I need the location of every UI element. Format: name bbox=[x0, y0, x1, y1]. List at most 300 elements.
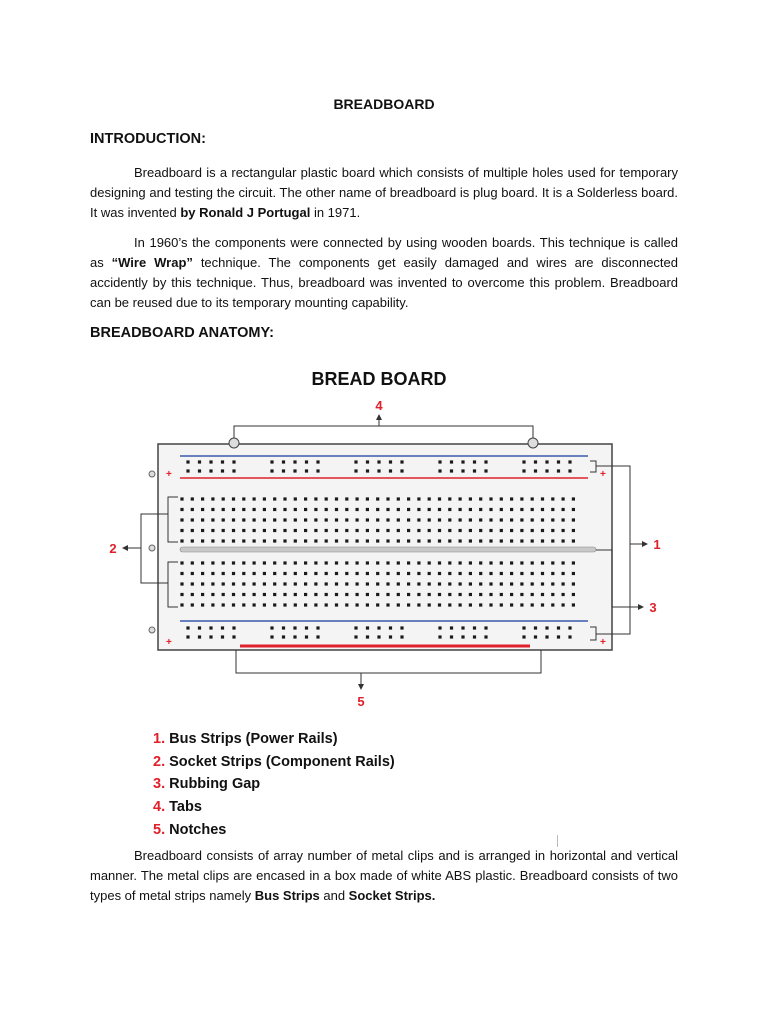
socket-hole bbox=[283, 497, 286, 500]
bus-hole bbox=[545, 460, 548, 463]
socket-hole bbox=[489, 497, 492, 500]
socket-hole bbox=[242, 508, 245, 511]
socket-hole bbox=[572, 518, 575, 521]
bus-hole bbox=[557, 460, 560, 463]
socket-hole bbox=[304, 518, 307, 521]
socket-hole bbox=[201, 561, 204, 564]
socket-hole bbox=[376, 518, 379, 521]
socket-hole bbox=[541, 561, 544, 564]
socket-hole bbox=[222, 603, 225, 606]
socket-hole bbox=[273, 497, 276, 500]
bus-hole bbox=[389, 626, 392, 629]
socket-hole bbox=[201, 593, 204, 596]
socket-hole bbox=[479, 539, 482, 542]
socket-hole bbox=[551, 497, 554, 500]
socket-hole bbox=[562, 603, 565, 606]
bus-hole bbox=[354, 635, 357, 638]
socket-hole bbox=[283, 539, 286, 542]
socket-hole bbox=[242, 518, 245, 521]
bus-hole bbox=[461, 460, 464, 463]
socket-hole bbox=[325, 539, 328, 542]
socket-hole bbox=[314, 497, 317, 500]
legend-item: 4. Tabs bbox=[153, 799, 202, 816]
socket-hole bbox=[438, 561, 441, 564]
socket-hole bbox=[500, 529, 503, 532]
socket-hole bbox=[263, 518, 266, 521]
socket-hole bbox=[211, 593, 214, 596]
socket-hole bbox=[283, 508, 286, 511]
socket-hole bbox=[417, 561, 420, 564]
bus-hole bbox=[293, 460, 296, 463]
socket-hole bbox=[191, 582, 194, 585]
socket-hole bbox=[263, 508, 266, 511]
socket-hole bbox=[541, 508, 544, 511]
socket-hole bbox=[376, 529, 379, 532]
socket-hole bbox=[520, 572, 523, 575]
edge-clip bbox=[149, 471, 155, 477]
socket-hole bbox=[356, 497, 359, 500]
bus-hole bbox=[461, 626, 464, 629]
socket-hole bbox=[273, 582, 276, 585]
socket-hole bbox=[304, 508, 307, 511]
socket-hole bbox=[541, 593, 544, 596]
bus-hole bbox=[557, 635, 560, 638]
notches-callout bbox=[236, 650, 541, 690]
socket-hole bbox=[500, 603, 503, 606]
socket-hole bbox=[386, 508, 389, 511]
socket-hole bbox=[366, 561, 369, 564]
socket-hole bbox=[345, 539, 348, 542]
socket-hole bbox=[366, 603, 369, 606]
socket-hole bbox=[397, 497, 400, 500]
socket-hole bbox=[572, 529, 575, 532]
socket-hole bbox=[541, 529, 544, 532]
socket-hole bbox=[438, 529, 441, 532]
bus-hole bbox=[293, 635, 296, 638]
socket-hole bbox=[335, 582, 338, 585]
intro-p2-rest: technique. The components get easily damaged and wires are disconnected accidently by this technique. Thus, breadboard was invented to overcome this problem. Breadboard can be reused due to its temporary mounting capability. bbox=[90, 255, 679, 310]
socket-hole bbox=[386, 539, 389, 542]
socket-hole bbox=[376, 497, 379, 500]
socket-hole bbox=[489, 539, 492, 542]
socket-hole bbox=[397, 561, 400, 564]
socket-hole bbox=[201, 518, 204, 521]
socket-hole bbox=[335, 603, 338, 606]
socket-hole bbox=[386, 518, 389, 521]
socket-hole bbox=[356, 572, 359, 575]
socket-hole bbox=[345, 572, 348, 575]
socket-hole bbox=[407, 603, 410, 606]
socket-hole bbox=[479, 572, 482, 575]
socket-hole bbox=[211, 518, 214, 521]
socket-hole bbox=[283, 593, 286, 596]
bus-hole bbox=[316, 626, 319, 629]
bus-hole bbox=[354, 460, 357, 463]
socket-hole bbox=[335, 497, 338, 500]
socket-hole bbox=[572, 561, 575, 564]
bus-hole bbox=[545, 469, 548, 472]
bus-hole bbox=[389, 635, 392, 638]
socket-hole bbox=[335, 593, 338, 596]
socket-hole bbox=[562, 572, 565, 575]
socket-hole bbox=[479, 529, 482, 532]
socket-hole bbox=[397, 593, 400, 596]
socket-hole bbox=[253, 603, 256, 606]
socket-hole bbox=[417, 497, 420, 500]
socket-hole bbox=[407, 593, 410, 596]
socket-hole bbox=[283, 561, 286, 564]
socket-hole bbox=[407, 572, 410, 575]
socket-hole bbox=[201, 603, 204, 606]
socket-hole bbox=[397, 529, 400, 532]
socket-hole bbox=[500, 593, 503, 596]
bus-hole bbox=[366, 469, 369, 472]
socket-hole bbox=[180, 539, 183, 542]
bus-hole bbox=[366, 626, 369, 629]
socket-hole bbox=[510, 518, 513, 521]
socket-hole bbox=[417, 529, 420, 532]
socket-hole bbox=[417, 582, 420, 585]
bus-hole bbox=[438, 460, 441, 463]
socket-hole bbox=[417, 508, 420, 511]
socket-hole bbox=[520, 529, 523, 532]
socket-hole bbox=[232, 539, 235, 542]
bus-hole bbox=[316, 469, 319, 472]
socket-hole bbox=[325, 582, 328, 585]
socket-hole bbox=[314, 593, 317, 596]
socket-hole bbox=[222, 572, 225, 575]
socket-hole bbox=[448, 529, 451, 532]
socket-hole bbox=[428, 508, 431, 511]
rubbing-gap bbox=[180, 547, 596, 552]
socket-hole bbox=[242, 582, 245, 585]
socket-hole bbox=[551, 529, 554, 532]
socket-hole bbox=[191, 593, 194, 596]
socket-hole bbox=[448, 508, 451, 511]
tab-left bbox=[229, 438, 239, 448]
socket-hole bbox=[386, 572, 389, 575]
bus-hole bbox=[545, 635, 548, 638]
plus-top-right: + bbox=[600, 469, 606, 480]
socket-hole bbox=[510, 508, 513, 511]
socket-hole bbox=[562, 508, 565, 511]
socket-hole bbox=[232, 529, 235, 532]
bus-hole bbox=[305, 460, 308, 463]
socket-hole bbox=[314, 603, 317, 606]
socket-hole bbox=[531, 518, 534, 521]
socket-hole bbox=[294, 593, 297, 596]
socket-hole bbox=[314, 518, 317, 521]
bus-hole bbox=[450, 469, 453, 472]
socket-hole bbox=[345, 582, 348, 585]
bus-hole bbox=[354, 626, 357, 629]
socket-hole bbox=[489, 603, 492, 606]
socket-hole bbox=[242, 593, 245, 596]
callout-2: 2 bbox=[109, 541, 117, 556]
socket-hole bbox=[479, 561, 482, 564]
intro-paragraph-1 bbox=[90, 163, 678, 223]
socket-hole bbox=[263, 582, 266, 585]
socket-hole bbox=[386, 497, 389, 500]
socket-hole bbox=[510, 561, 513, 564]
socket-hole bbox=[366, 529, 369, 532]
bus-hole bbox=[232, 460, 235, 463]
wire-wrap-term: “Wire Wrap” bbox=[111, 255, 193, 270]
bus-hole bbox=[377, 469, 380, 472]
intro-p1-text: Breadboard is a rectangular plastic board which consists of multiple holes used for temporary designing and testing the circuit. The other name of breadboard is plug board. It is a Solderless board. It was invented bbox=[90, 165, 678, 220]
socket-hole bbox=[428, 518, 431, 521]
introduction-heading: INTRODUCTION: bbox=[90, 131, 206, 147]
socket-hole bbox=[242, 561, 245, 564]
socket-hole bbox=[294, 572, 297, 575]
socket-hole bbox=[232, 572, 235, 575]
socket-hole bbox=[242, 572, 245, 575]
diagram-title: BREAD BOARD bbox=[311, 369, 447, 389]
socket-hole bbox=[572, 593, 575, 596]
socket-hole bbox=[448, 497, 451, 500]
socket-hole bbox=[541, 497, 544, 500]
socket-hole bbox=[201, 572, 204, 575]
socket-hole bbox=[242, 497, 245, 500]
edge-clip bbox=[149, 545, 155, 551]
socket-hole bbox=[520, 539, 523, 542]
socket-hole bbox=[273, 529, 276, 532]
socket-hole bbox=[304, 603, 307, 606]
socket-hole bbox=[356, 582, 359, 585]
socket-hole bbox=[551, 561, 554, 564]
bus-hole bbox=[438, 469, 441, 472]
socket-hole bbox=[438, 497, 441, 500]
socket-hole bbox=[459, 529, 462, 532]
socket-hole bbox=[191, 497, 194, 500]
socket-hole bbox=[345, 508, 348, 511]
tab-right bbox=[528, 438, 538, 448]
socket-hole bbox=[541, 518, 544, 521]
socket-hole bbox=[376, 572, 379, 575]
bus-hole bbox=[557, 469, 560, 472]
closing-text: Breadboard consists of array number of metal clips and is arranged in horizontal and vertical manner. The metal clips are encased in a box made of white ABS plastic. Breadboard consists of two types of metal strips namely bbox=[90, 848, 678, 903]
socket-hole bbox=[562, 561, 565, 564]
socket-hole bbox=[562, 593, 565, 596]
bus-hole bbox=[438, 635, 441, 638]
legend-item: 1. Bus Strips (Power Rails) bbox=[153, 731, 338, 747]
socket-hole bbox=[294, 561, 297, 564]
socket-hole bbox=[386, 582, 389, 585]
socket-hole bbox=[500, 539, 503, 542]
socket-hole bbox=[273, 508, 276, 511]
socket-hole bbox=[294, 539, 297, 542]
edge-clip bbox=[149, 627, 155, 633]
socket-hole bbox=[562, 582, 565, 585]
socket-hole bbox=[489, 529, 492, 532]
socket-hole bbox=[438, 539, 441, 542]
socket-hole bbox=[304, 593, 307, 596]
bus-hole bbox=[186, 460, 189, 463]
socket-hole bbox=[335, 529, 338, 532]
socket-hole bbox=[222, 497, 225, 500]
socket-hole bbox=[459, 593, 462, 596]
bus-hole bbox=[557, 626, 560, 629]
socket-hole bbox=[263, 572, 266, 575]
socket-hole bbox=[407, 518, 410, 521]
bus-hole bbox=[282, 469, 285, 472]
socket-hole bbox=[531, 539, 534, 542]
socket-hole bbox=[489, 593, 492, 596]
bus-hole bbox=[270, 469, 273, 472]
bus-hole bbox=[461, 635, 464, 638]
socket-hole bbox=[232, 582, 235, 585]
page-title: BREADBOARD bbox=[333, 96, 435, 112]
bus-hole bbox=[522, 626, 525, 629]
socket-hole bbox=[335, 518, 338, 521]
socket-hole bbox=[407, 561, 410, 564]
socket-hole bbox=[417, 572, 420, 575]
socket-hole bbox=[356, 603, 359, 606]
socket-hole bbox=[572, 539, 575, 542]
socket-hole bbox=[562, 539, 565, 542]
anatomy-heading: BREADBOARD ANATOMY: bbox=[90, 325, 274, 341]
socket-hole bbox=[376, 593, 379, 596]
socket-hole bbox=[263, 529, 266, 532]
bus-hole bbox=[534, 469, 537, 472]
socket-hole bbox=[325, 603, 328, 606]
socket-hole bbox=[376, 561, 379, 564]
bus-strips-term: Bus Strips bbox=[254, 888, 320, 903]
intro-p2-text: In 1960’s the components were connected by using wooden boards. This technique is called as bbox=[90, 235, 678, 270]
socket-hole bbox=[273, 593, 276, 596]
socket-hole bbox=[283, 582, 286, 585]
socket-hole bbox=[500, 497, 503, 500]
socket-hole bbox=[273, 561, 276, 564]
bus-hole bbox=[221, 469, 224, 472]
bus-hole bbox=[209, 460, 212, 463]
socket-hole bbox=[407, 582, 410, 585]
socket-hole bbox=[428, 539, 431, 542]
socket-hole bbox=[304, 572, 307, 575]
socket-hole bbox=[201, 582, 204, 585]
socket-hole bbox=[459, 561, 462, 564]
socket-hole bbox=[500, 582, 503, 585]
socket-hole bbox=[211, 572, 214, 575]
bus-hole bbox=[534, 635, 537, 638]
socket-hole bbox=[345, 529, 348, 532]
legend-item: 2. Socket Strips (Component Rails) bbox=[153, 753, 395, 770]
socket-hole bbox=[366, 582, 369, 585]
socket-hole bbox=[500, 518, 503, 521]
socket-hole bbox=[325, 572, 328, 575]
socket-hole bbox=[180, 529, 183, 532]
socket-hole bbox=[201, 539, 204, 542]
socket-hole bbox=[366, 508, 369, 511]
socket-hole bbox=[283, 529, 286, 532]
bus-hole bbox=[221, 460, 224, 463]
socket-hole bbox=[263, 603, 266, 606]
socket-hole bbox=[242, 603, 245, 606]
intro-paragraph-2 bbox=[90, 233, 678, 313]
intro-p1-year: in 1971. bbox=[310, 205, 361, 220]
socket-hole bbox=[562, 497, 565, 500]
socket-hole bbox=[479, 508, 482, 511]
bus-hole bbox=[354, 469, 357, 472]
socket-hole bbox=[222, 593, 225, 596]
bus-hole bbox=[209, 635, 212, 638]
socket-hole bbox=[273, 572, 276, 575]
socket-hole bbox=[500, 508, 503, 511]
socket-hole bbox=[448, 593, 451, 596]
socket-hole bbox=[417, 603, 420, 606]
socket-hole bbox=[273, 539, 276, 542]
bus-hole bbox=[484, 460, 487, 463]
socket-hole bbox=[253, 572, 256, 575]
socket-hole bbox=[253, 539, 256, 542]
plus-top: + bbox=[166, 469, 172, 480]
socket-hole bbox=[253, 529, 256, 532]
socket-hole bbox=[448, 561, 451, 564]
bus-hole bbox=[282, 635, 285, 638]
socket-hole bbox=[325, 518, 328, 521]
socket-hole bbox=[448, 582, 451, 585]
bus-hole bbox=[198, 635, 201, 638]
socket-hole bbox=[520, 518, 523, 521]
socket-hole bbox=[448, 572, 451, 575]
socket-hole bbox=[294, 508, 297, 511]
bus-hole bbox=[545, 626, 548, 629]
socket-hole bbox=[222, 529, 225, 532]
socket-hole bbox=[489, 582, 492, 585]
socket-hole bbox=[232, 518, 235, 521]
socket-hole bbox=[314, 561, 317, 564]
closing-and: and bbox=[319, 888, 349, 903]
socket-hole bbox=[438, 603, 441, 606]
bus-hole bbox=[282, 626, 285, 629]
socket-hole bbox=[469, 603, 472, 606]
socket-hole bbox=[541, 572, 544, 575]
socket-hole bbox=[469, 518, 472, 521]
socket-hole bbox=[325, 529, 328, 532]
socket-hole bbox=[531, 572, 534, 575]
socket-hole bbox=[263, 497, 266, 500]
socket-hole bbox=[180, 582, 183, 585]
socket-hole bbox=[283, 603, 286, 606]
socket-hole bbox=[510, 582, 513, 585]
socket-hole bbox=[211, 539, 214, 542]
socket-hole bbox=[551, 539, 554, 542]
bus-hole bbox=[198, 626, 201, 629]
socket-hole bbox=[551, 508, 554, 511]
plus-bottom-right: + bbox=[600, 637, 606, 648]
socket-hole bbox=[253, 508, 256, 511]
socket-hole bbox=[510, 497, 513, 500]
socket-hole bbox=[304, 539, 307, 542]
socket-hole bbox=[366, 539, 369, 542]
socket-hole bbox=[191, 561, 194, 564]
socket-hole bbox=[438, 593, 441, 596]
bus-hole bbox=[305, 626, 308, 629]
socket-hole bbox=[551, 582, 554, 585]
bus-hole bbox=[568, 469, 571, 472]
bus-hole bbox=[209, 626, 212, 629]
bus-hole bbox=[522, 469, 525, 472]
socket-hole bbox=[222, 539, 225, 542]
socket-hole bbox=[459, 603, 462, 606]
socket-hole bbox=[366, 572, 369, 575]
closing-paragraph bbox=[90, 846, 678, 906]
bus-hole bbox=[198, 460, 201, 463]
socket-hole bbox=[376, 582, 379, 585]
socket-hole bbox=[469, 593, 472, 596]
socket-hole bbox=[201, 529, 204, 532]
breadboard-diagram bbox=[90, 360, 690, 709]
